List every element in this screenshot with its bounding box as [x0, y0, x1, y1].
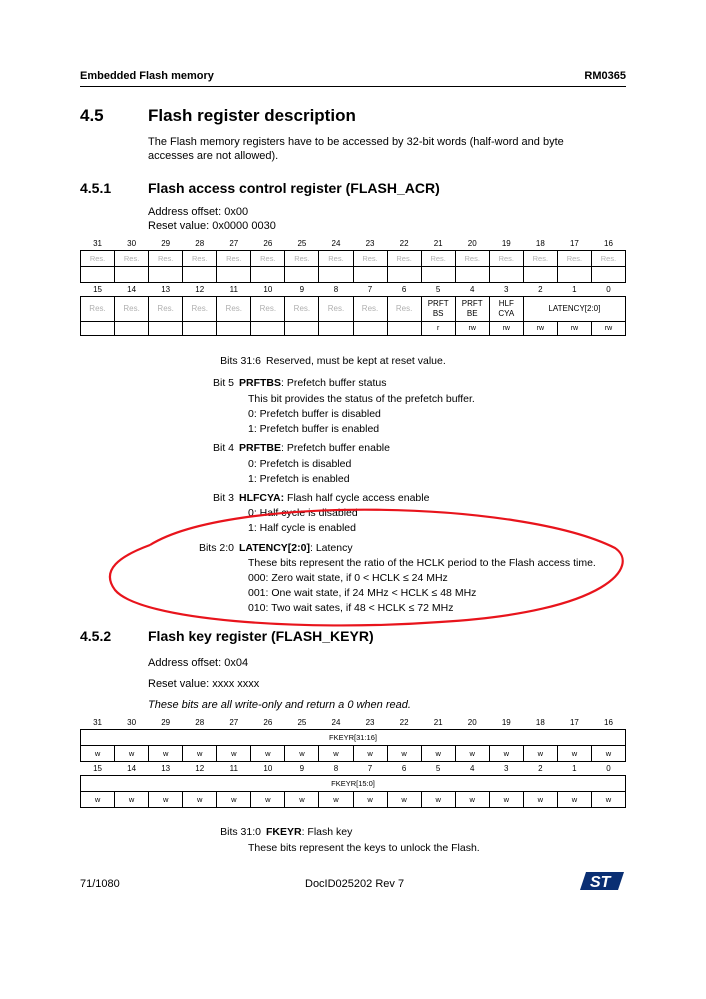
acr-bits-2-0-name: LATENCY[2:0]: [239, 542, 310, 554]
bit-number: 20: [467, 718, 477, 727]
bit-number: 16: [604, 718, 613, 727]
access-type: w: [591, 746, 625, 762]
bit-number: 13: [161, 764, 171, 773]
bit-number: 22: [399, 239, 409, 248]
acr-bit5-line2: 0: Prefetch buffer is disabled: [248, 408, 381, 420]
keyr-field-high: FKEYR[31:16]: [81, 730, 626, 746]
acr-bits-2-0-label: Bits 2:0: [198, 542, 234, 554]
acr-bit3-line1: 0: Half cycle is disabled: [248, 507, 358, 519]
access-type: w: [557, 792, 591, 808]
reserved-bit: Res.: [421, 251, 455, 267]
section-intro-1: The Flash memory registers have to be accessed by 32-bit words (half-word and byte: [148, 136, 564, 148]
bit-number: 28: [195, 718, 205, 727]
bit-number: 30: [127, 239, 137, 248]
field-hlfcya-line1: HLF: [498, 299, 514, 308]
bit-number: 29: [161, 239, 171, 248]
reserved-bit: Res.: [353, 251, 387, 267]
bit-number: 16: [604, 239, 613, 248]
acr-bit5-line3: 1: Prefetch buffer is enabled: [248, 423, 380, 435]
access-type: rw: [455, 322, 489, 336]
access-type: w: [353, 792, 387, 808]
access-type: w: [251, 792, 285, 808]
st-logo-icon: [578, 870, 626, 892]
access-type: w: [421, 746, 455, 762]
bit-number: 21: [433, 718, 443, 727]
field-hlfcya-line2: CYA: [498, 309, 515, 318]
keyr-register-table: [80, 716, 626, 808]
access-type: w: [319, 792, 353, 808]
bit-number: 19: [501, 239, 511, 248]
acr-bit4-line1: 0: Prefetch is disabled: [248, 458, 352, 470]
bit-number: 17: [569, 718, 579, 727]
bit-number: 29: [161, 718, 171, 727]
access-type: w: [557, 746, 591, 762]
access-type: w: [81, 746, 115, 762]
access-type: w: [387, 746, 421, 762]
acr-bit5-label: Bit 5: [212, 377, 234, 389]
bit-number: 5: [435, 764, 441, 773]
acr-bit4-name: PRFTBE: [239, 442, 281, 454]
bit-number: 25: [297, 718, 307, 727]
keyr-access-row-low: [81, 792, 626, 808]
bit-number: 10: [263, 764, 273, 773]
access-type: rw: [523, 322, 557, 336]
bit-number: 31: [93, 718, 102, 727]
access-type: w: [115, 792, 149, 808]
bit-number: 26: [263, 718, 273, 727]
bit-number: 7: [367, 285, 373, 294]
keyr-bits-label: Bits 31:0: [220, 826, 261, 838]
acr-bit5-line1: This bit provides the status of the prefetch buffer.: [248, 393, 475, 405]
bit-number: 20: [467, 239, 477, 248]
bit-number: 0: [606, 285, 611, 294]
bit-number: 1: [572, 285, 577, 294]
bit-number: 6: [401, 285, 407, 294]
bit-number: 14: [127, 285, 137, 294]
bit-number: 28: [195, 239, 205, 248]
reserved-bit: Res.: [115, 297, 149, 322]
bit-number: 21: [433, 239, 443, 248]
access-type: rw: [489, 322, 523, 336]
access-type: w: [183, 746, 217, 762]
bit-number: 24: [331, 239, 341, 248]
reserved-bit: Res.: [591, 251, 625, 267]
keyr-bits-title: : Flash key: [301, 826, 353, 838]
bit-number: 4: [469, 285, 475, 294]
keyr-title: Flash key register (FLASH_KEYR): [148, 628, 374, 644]
access-type: w: [251, 746, 285, 762]
access-type: rw: [557, 322, 591, 336]
bit-number: 27: [229, 239, 239, 248]
keyr-note: These bits are all write-only and return a 0 when read.: [148, 699, 411, 711]
access-type: w: [387, 792, 421, 808]
bit-number: 30: [127, 718, 137, 727]
footer-page-number: 71/1080: [80, 878, 120, 890]
access-type: w: [183, 792, 217, 808]
acr-bit5-title: : Prefetch buffer status: [281, 377, 387, 389]
bit-number: 7: [367, 764, 373, 773]
access-type: w: [523, 792, 557, 808]
bit-number: 2: [538, 764, 543, 773]
reserved-bit: Res.: [489, 251, 523, 267]
field-prftbs-line2: BS: [432, 309, 444, 318]
bit-number: 11: [229, 285, 238, 294]
bit-number: 27: [229, 718, 239, 727]
bit-number: 6: [401, 764, 407, 773]
bit-number: 11: [229, 764, 238, 773]
acr-bit3-name: HLFCYA:: [239, 492, 285, 504]
access-type: w: [353, 746, 387, 762]
field-latency: LATENCY[2:0]: [523, 297, 625, 322]
bit-number: 23: [365, 239, 375, 248]
acr-bits-31-6-label: Bits 31:6: [220, 355, 261, 367]
reserved-bit: Res.: [251, 297, 285, 322]
reserved-bit: Res.: [387, 297, 421, 322]
acr-bit4-label: Bit 4: [212, 442, 234, 454]
acr-bits-2-0-line2: 000: Zero wait state, if 0 < HCLK ≤ 24 MHz: [248, 572, 448, 584]
acr-offset: Address offset: 0x00: [148, 206, 249, 218]
acr-number: 4.5.1: [80, 180, 112, 196]
acr-bits-31-6-text: Reserved, must be kept at reset value.: [266, 355, 446, 367]
reserved-bit: Res.: [149, 297, 183, 322]
access-type: w: [81, 792, 115, 808]
bit-number: 17: [569, 239, 579, 248]
keyr-reset: Reset value: xxxx xxxx: [148, 678, 260, 690]
acr-bit4-line2: 1: Prefetch is enabled: [248, 473, 350, 485]
acr-bit3-line2: 1: Half cycle is enabled: [248, 522, 356, 534]
keyr-bit-numbers-low: [81, 762, 626, 776]
access-type: w: [285, 746, 319, 762]
section-number: 4.5: [80, 106, 104, 125]
bit-number: 8: [333, 764, 339, 773]
bit-number: 12: [195, 285, 205, 294]
bit-number: 25: [297, 239, 307, 248]
access-type: w: [455, 792, 489, 808]
acr-bit3-title: Flash half cycle access enable: [284, 492, 430, 504]
keyr-number: 4.5.2: [80, 628, 112, 644]
access-type: w: [217, 792, 251, 808]
keyr-bit-numbers-high: [81, 716, 626, 730]
bit-number: 22: [399, 718, 409, 727]
reserved-bit: Res.: [217, 251, 251, 267]
bit-number: 4: [469, 764, 475, 773]
access-type: w: [149, 746, 183, 762]
reserved-bit: Res.: [81, 251, 115, 267]
reserved-bit: Res.: [285, 251, 319, 267]
keyr-bits-line1: These bits represent the keys to unlock the Flash.: [248, 842, 480, 854]
bit-number: 10: [263, 285, 273, 294]
acr-bits-2-0-line3: 001: One wait state, if 24 MHz < HCLK ≤ 48 MHz: [248, 587, 477, 599]
access-type: w: [421, 792, 455, 808]
keyr-field-low: FKEYR[15:0]: [81, 776, 626, 792]
acr-title: Flash access control register (FLASH_ACR): [148, 180, 440, 196]
bit-number: 2: [538, 285, 543, 294]
reserved-bit: Res.: [149, 251, 183, 267]
field-prftbs-line1: PRFT: [427, 299, 449, 308]
bit-number: 1: [572, 764, 577, 773]
acr-bit5-name: PRFTBS: [239, 377, 281, 389]
section-intro-2: accesses are not allowed).: [148, 150, 279, 162]
access-type: r: [421, 322, 455, 336]
access-type: w: [217, 746, 251, 762]
acr-bits-2-0-line4: 010: Two wait sates, if 48 < HCLK ≤ 72 MHz: [248, 602, 454, 614]
keyr-bits-name: FKEYR: [266, 826, 302, 838]
bit-number: 9: [299, 764, 305, 773]
bit-number: 26: [263, 239, 273, 248]
reserved-bit: Res.: [455, 251, 489, 267]
reserved-bit: Res.: [81, 297, 115, 322]
field-prftbe-line2: BE: [466, 309, 478, 318]
reserved-bit: Res.: [251, 251, 285, 267]
access-type: w: [591, 792, 625, 808]
access-type: w: [489, 746, 523, 762]
section-title: Flash register description: [148, 106, 356, 125]
bit-number: 5: [435, 285, 441, 294]
access-type: w: [115, 746, 149, 762]
reserved-bit: Res.: [115, 251, 149, 267]
bit-number: 3: [504, 764, 509, 773]
svg-text:ST: ST: [590, 874, 611, 891]
keyr-offset: Address offset: 0x04: [148, 657, 249, 669]
access-type: w: [319, 746, 353, 762]
access-type: w: [455, 746, 489, 762]
keyr-access-row-high: [81, 746, 626, 762]
acr-bits-2-0-line1: These bits represent the ratio of the HCLK period to the Flash access time.: [248, 557, 596, 569]
bit-number: 13: [161, 285, 171, 294]
bit-number: 19: [501, 718, 511, 727]
access-type: w: [285, 792, 319, 808]
reserved-bit: Res.: [387, 251, 421, 267]
access-type: w: [523, 746, 557, 762]
bit-number: 15: [93, 764, 102, 773]
bit-number: 15: [93, 285, 102, 294]
bit-number: 31: [93, 239, 102, 248]
header-left: Embedded Flash memory: [80, 70, 214, 82]
acr-bits-2-0-title: : Latency: [309, 542, 353, 554]
reserved-bit: Res.: [217, 297, 251, 322]
reserved-bit: Res.: [285, 297, 319, 322]
access-type: w: [489, 792, 523, 808]
access-type: rw: [591, 322, 625, 336]
reserved-bit: Res.: [557, 251, 591, 267]
field-prftbe-line1: PRFT: [461, 299, 483, 308]
acr-bit4-title: : Prefetch buffer enable: [281, 442, 390, 454]
bit-number: 23: [365, 718, 375, 727]
access-type: w: [149, 792, 183, 808]
bit-number: 18: [535, 718, 545, 727]
reserved-bit: Res.: [183, 251, 217, 267]
bit-number: 3: [504, 285, 509, 294]
acr-reset: Reset value: 0x0000 0030: [148, 220, 276, 232]
bit-number: 8: [333, 285, 339, 294]
bit-number: 9: [299, 285, 305, 294]
footer-doc-id: DocID025202 Rev 7: [305, 878, 405, 890]
reserved-bit: Res.: [353, 297, 387, 322]
acr-bit3-label: Bit 3: [212, 492, 234, 504]
header-right: RM0365: [584, 70, 626, 82]
reserved-bit: Res.: [183, 297, 217, 322]
bit-number: 18: [535, 239, 545, 248]
reserved-bit: Res.: [319, 297, 353, 322]
bit-number: 12: [195, 764, 205, 773]
reserved-bit: Res.: [319, 251, 353, 267]
bit-number: 24: [331, 718, 341, 727]
bit-number: 14: [127, 764, 137, 773]
reserved-bit: Res.: [523, 251, 557, 267]
bit-number: 0: [606, 764, 611, 773]
